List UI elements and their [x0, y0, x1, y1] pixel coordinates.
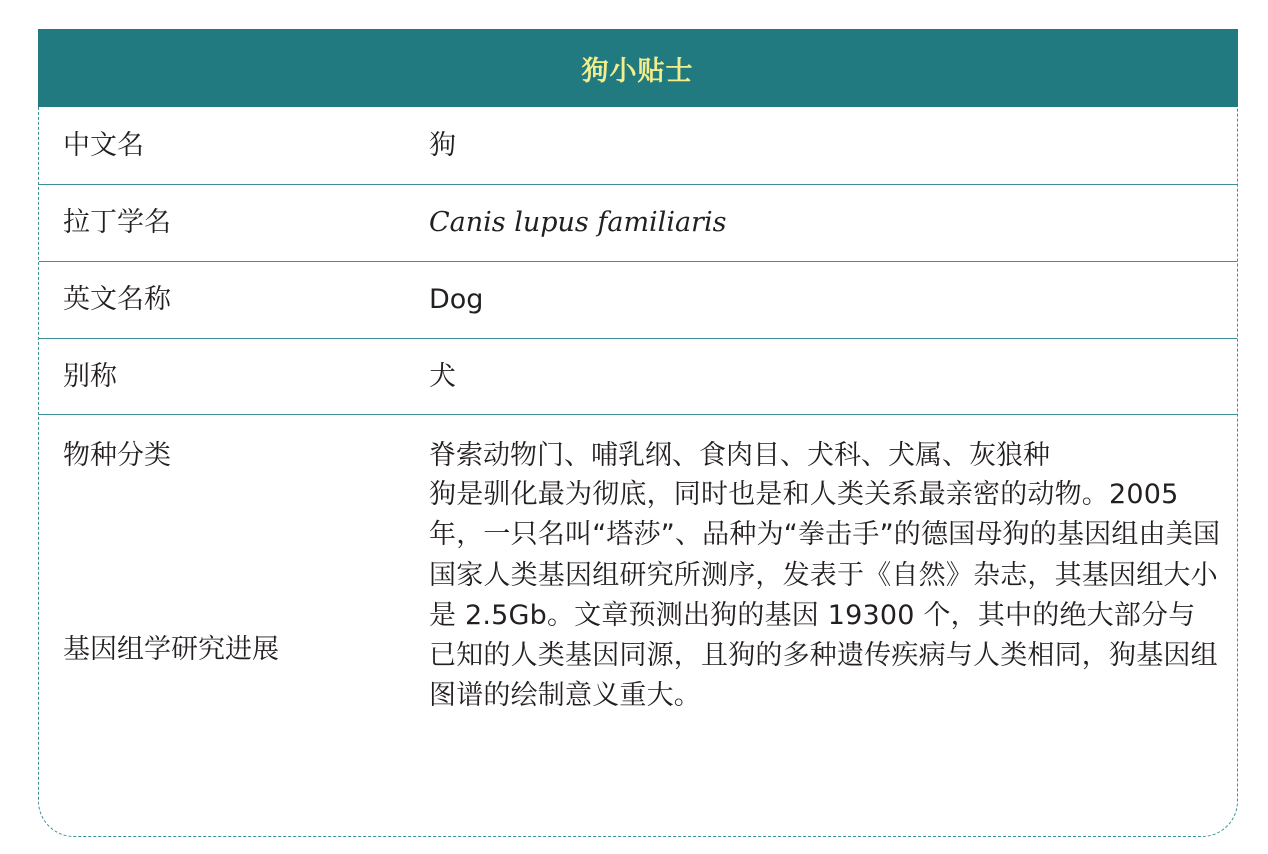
row-value-paragraph: 狗是驯化最为彻底，同时也是和人类关系最亲密的动物。2005 年，一只名叫“塔莎”、品种为“拳击手”的德国母狗的基因组由美国国家人类基因组研究所测序，发表于《自然》杂志，其基因组大小是 2.5Gb。文章预测出狗的基因 19300 个，其中的绝大部分与已知的人类基因同源，且狗的多种遗传疾病与人类相同，狗基因组图谱的绘制意义重大。	[429, 479, 1221, 712]
row-label: 中文名	[63, 130, 144, 161]
table-row-classification	[39, 415, 1237, 475]
row-value: 狗	[429, 130, 456, 161]
card-header	[38, 29, 1238, 107]
table-row-latin-name	[39, 185, 1237, 262]
row-label: 别称	[63, 361, 117, 392]
table-row-genomics	[39, 475, 1237, 815]
table-row-english-name	[39, 262, 1237, 339]
table-row-alias	[39, 339, 1237, 415]
row-value: 犬	[429, 361, 456, 392]
row-value: Dog	[429, 284, 484, 315]
card-title: 狗小贴士	[581, 55, 694, 87]
info-card	[38, 29, 1238, 837]
row-label: 物种分类	[63, 440, 171, 471]
row-label: 英文名称	[63, 284, 171, 315]
row-label: 拉丁学名	[63, 207, 171, 238]
row-value: Canis lupus familiaris	[429, 207, 727, 238]
table-row-chinese-name	[39, 107, 1237, 185]
row-label: 基因组学研究进展	[63, 634, 279, 665]
row-value: 脊索动物门、哺乳纲、食肉目、犬科、犬属、灰狼种	[429, 440, 1050, 471]
